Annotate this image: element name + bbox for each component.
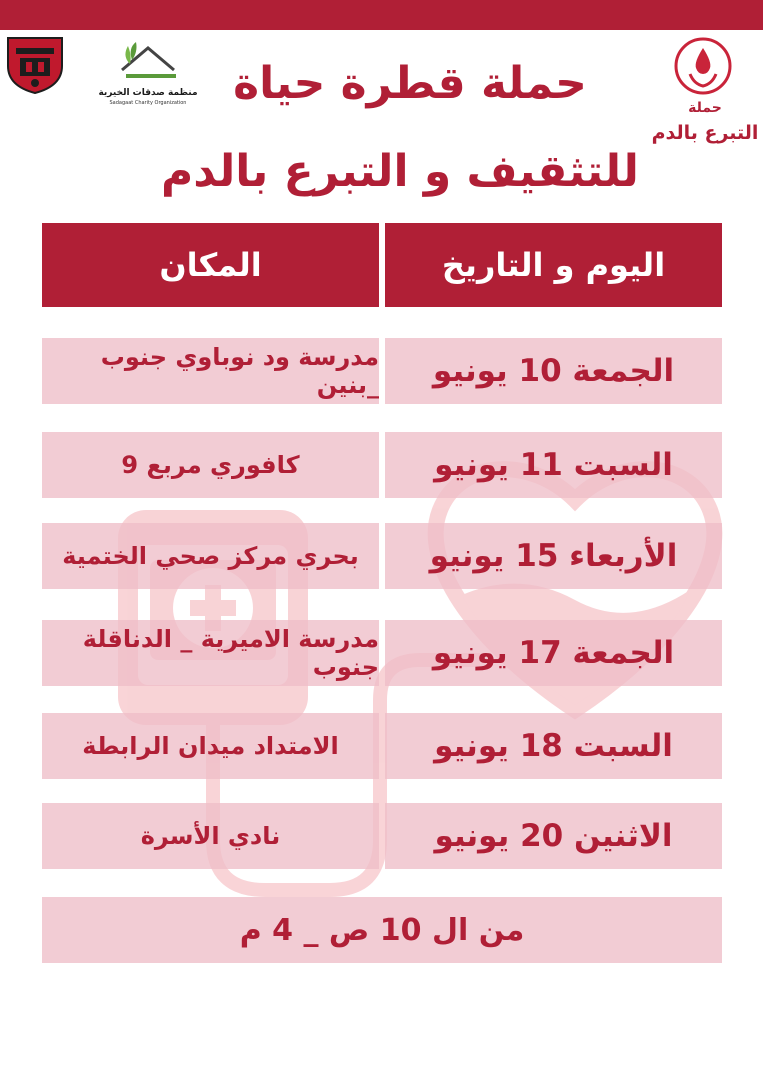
header-date: اليوم و التاريخ	[385, 223, 722, 307]
campaign-word: حملة	[688, 100, 722, 116]
row-6-place: نادي الأسرة	[42, 803, 379, 869]
row-4-date: الجمعة 17 يونيو	[385, 620, 722, 686]
row-2-place: كافوري مربع 9	[42, 432, 379, 498]
row-2-date: السبت 11 يونيو	[385, 432, 722, 498]
sadagaat-english-name: Sadagaat Charity Organization	[109, 100, 187, 106]
row-5-place: الامتداد ميدان الرابطة	[42, 713, 379, 779]
top-bar	[0, 0, 763, 30]
row-1-place: مدرسة ود نوباوي جنوب _بنين	[42, 338, 379, 404]
row-1-date: الجمعة 10 يونيو	[385, 338, 722, 404]
row-3-place: بحري مركز صحي الختمية	[42, 523, 379, 589]
row-4-place: مدرسة الاميرية _ الدناقلة جنوب	[42, 620, 379, 686]
row-6-date: الاثنين 20 يونيو	[385, 803, 722, 869]
campaign-name: التبرع بالدم	[651, 122, 759, 144]
row-3-date: الأربعاء 15 يونيو	[385, 523, 722, 589]
science-faculty-logo-icon	[4, 36, 66, 94]
sadagaat-arabic-name: منظمة صدقات الخيرية	[98, 88, 198, 98]
row-5-date: السبت 18 يونيو	[385, 713, 722, 779]
header-place: المكان	[42, 223, 379, 307]
page-subtitle: للتثقيف و التبرع بالدم	[161, 146, 639, 197]
time-range: من ال 10 ص _ 4 م	[42, 897, 722, 963]
page-title: حملة قطرة حياة	[233, 58, 587, 109]
blood-drop-heart-logo-icon	[672, 36, 734, 96]
